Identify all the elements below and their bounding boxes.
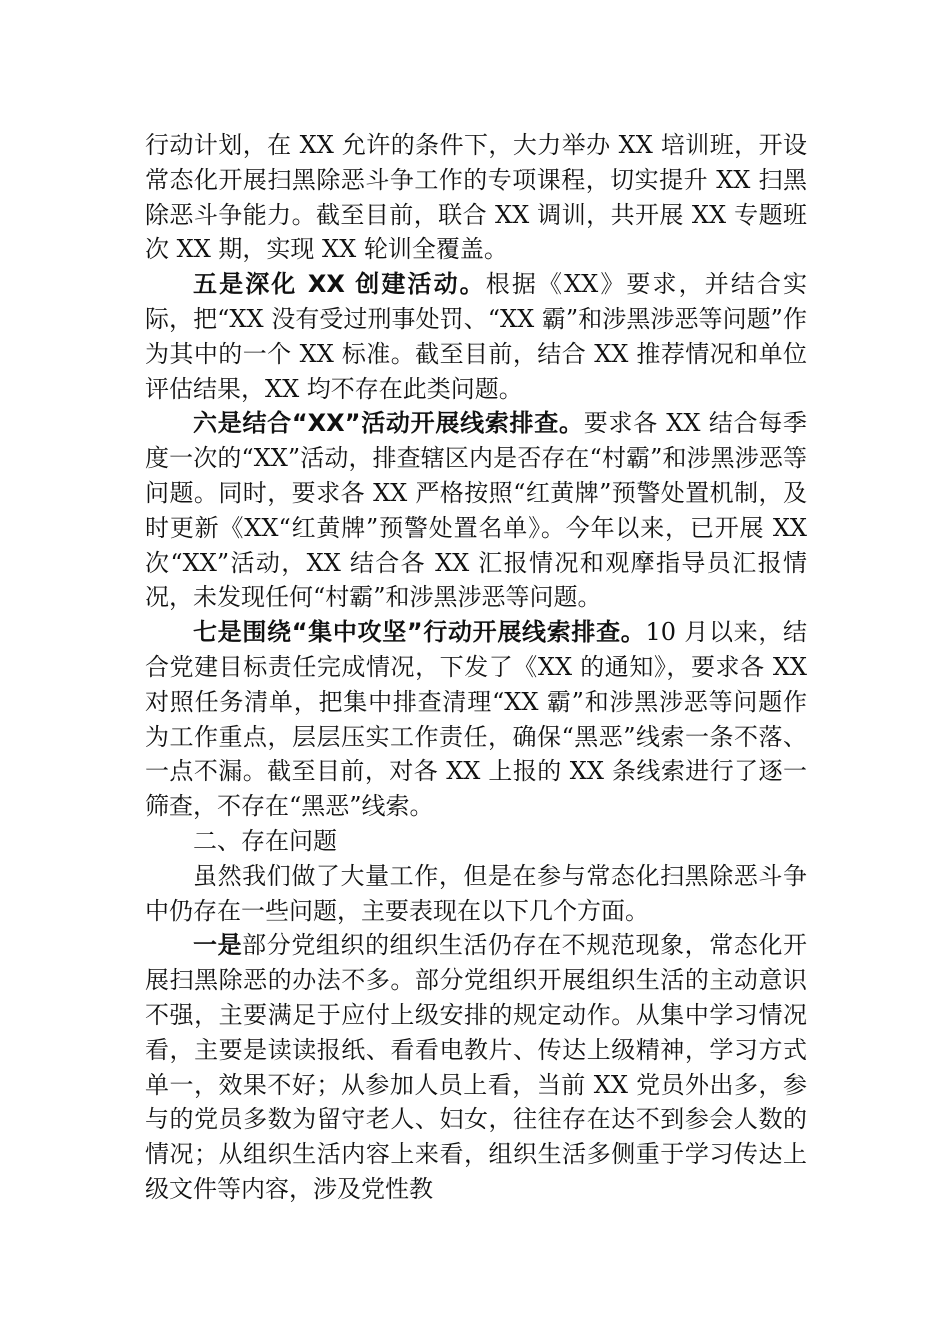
paragraph-text: 行动计划，在 XX 允许的条件下，大力举办 XX 培训班，开设常态化开展扫黑除恶斗争工作的专项课程，切实提升 XX 扫黑除恶斗争能力。截至目前，联合 XX 调训，共开展 XX 专题班次 XX 期，实现 XX 轮训全覆盖。 (145, 131, 807, 264)
paragraph-text: 根据《XX》要求，并结合实际，把“XX 没有受过刑事处罚、“XX 霸”和涉黑涉恶等问题”作为其中的一个 XX 标准。截至目前，结合 XX 推荐情况和单位评估结果，XX 均不存在此类问题。 (145, 270, 808, 403)
paragraph-lead: 五是深化 XX 创建活动。 (193, 270, 486, 299)
paragraph-lead: 七是围绕“集中攻坚”行动开展线索排查。 (193, 618, 646, 647)
paragraph-item-seven (145, 615, 807, 824)
paragraph-item-five (145, 267, 807, 406)
paragraph-text: 10 月以来，结合党建目标责任完成情况，下发了《XX 的通知》，要求各 XX 对照任务清单，把集中排查清理“XX 霸”和涉黑涉恶等问题作为工作重点，层层压实工作责任，确保“黑恶”线索一条不落、一点不漏。截至目前，对各 XX 上报的 XX 条线索进行了逐一筛查，不存在“黑恶”线索。 (145, 618, 807, 821)
document-page (145, 128, 807, 1207)
paragraph-item-six (145, 406, 807, 615)
paragraph-text: 部分党组织的组织生活仍存在不规范现象，常态化开展扫黑除恶的办法不多。部分党组织开展组织生活的主动意识不强，主要满足于应付上级安排的规定动作。从集中学习情况看，主要是读读报纸、看看电教片、传达上级精神，学习方式单一，效果不好；从参加人员上看，当前 XX 党员外出多，参与的党员多数为留守老人、妇女，往往存在达不到参会人数的情况；从组织生活内容上来看，组织生活多侧重于学习传达上级文件等内容，涉及党性教 (145, 931, 808, 1203)
paragraph-problems-intro (145, 859, 807, 929)
paragraph-lead: 一是 (193, 931, 243, 960)
paragraph-training (145, 128, 807, 267)
section-heading-problems (145, 824, 807, 859)
paragraph-lead: 六是结合“XX”活动开展线索排查。 (193, 409, 584, 438)
paragraph-text: 要求各 XX 结合每季度一次的“XX”活动，排查辖区内是否存在“村霸”和涉黑涉恶等问题。同时，要求各 XX 严格按照“红黄牌”预警处置机制，及时更新《XX“红黄牌”预警处置名单》。今年以来，已开展 XX 次“XX”活动，XX 结合各 XX 汇报情况和观摩指导员汇报情况，未发现任何“村霸”和涉黑涉恶等问题。 (145, 409, 807, 612)
paragraph-text: 虽然我们做了大量工作，但是在参与常态化扫黑除恶斗争中仍存在一些问题，主要表现在以下几个方面。 (145, 861, 807, 925)
paragraph-problem-one (145, 928, 807, 1206)
section-heading-text: 二、存在问题 (193, 826, 337, 855)
